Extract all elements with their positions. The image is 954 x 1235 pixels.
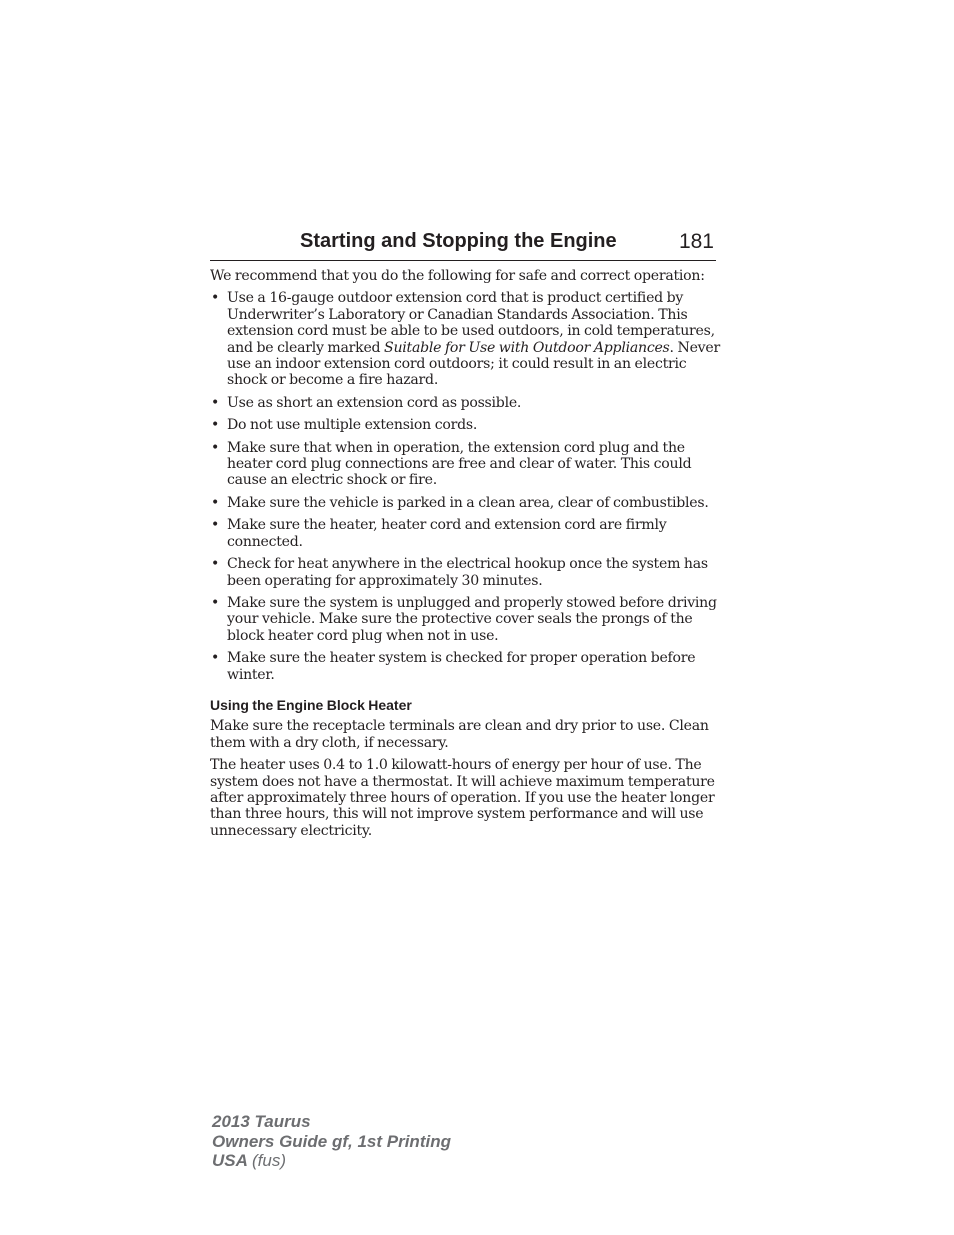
list-item-text: Make sure the heater, heater cord and extension cord are firmly connected. — [227, 517, 667, 550]
footer-model-line: 2013 Taurus — [212, 1112, 311, 1131]
bullet-icon: • — [211, 594, 220, 611]
footer-region: USA — [212, 1151, 248, 1170]
list-item-text: Check for heat anywhere in the electrical hookup once the system has been operating for approximately 30 minutes. — [227, 556, 708, 589]
list-item-text: Do not use multiple extension cords. — [227, 417, 478, 434]
footer-guide-line: Owners Guide gf, 1st Printing — [212, 1131, 451, 1151]
list-item-text: . Never use an indoor extension cord outdoors; it could result in an electric shock or become a fire hazard. — [227, 339, 720, 389]
bullet-icon: • — [211, 439, 220, 456]
footer-region-code: (fus) — [252, 1151, 286, 1170]
section-paragraph: The heater uses 0.4 to 1.0 kilowatt-hours of energy per hour of use. The system does not have a thermostat. It will achieve maximum temperature after approximately three hours of operation. If you use the heater longer than three hours, this will not improve system performance and will use unnecessary electricity. — [210, 757, 715, 839]
list-item-text: Use a 16-gauge outdoor extension cord that is product certified by Underwriter’s Laboratory or Canadian Standards Association. This extension cord must be able to be used outdoors, in cold temperatures, and be clearly marked — [227, 290, 715, 356]
bullet-icon: • — [211, 517, 220, 534]
list-item — [210, 290, 720, 388]
list-item — [210, 440, 720, 489]
page-number: 181 — [678, 230, 714, 253]
list-item-text: Make sure the system is unplugged and properly stowed before driving your vehicle. Make sure the protective cover seals the prongs of the block heater cord plug when not in use. — [227, 594, 717, 644]
page-header — [210, 229, 716, 261]
list-item-text: Use as short an extension cord as possible. — [227, 394, 522, 411]
list-item — [210, 650, 720, 683]
list-item — [210, 517, 720, 550]
list-item — [210, 417, 720, 433]
bullet-icon: • — [211, 417, 220, 434]
bullet-icon: • — [211, 394, 220, 411]
list-item — [210, 495, 720, 511]
section-heading: Using the Engine Block Heater — [210, 696, 412, 713]
page-title: Starting and Stopping the Engine — [300, 230, 617, 252]
list-item-text: Make sure the heater system is checked for proper operation before winter. — [227, 650, 696, 683]
bullet-icon: • — [211, 290, 220, 307]
document-footer — [212, 1112, 451, 1171]
footer-region-line — [212, 1151, 451, 1171]
list-item — [210, 556, 720, 589]
list-item-text: Make sure that when in operation, the extension cord plug and the heater cord plug connections are free and clear of water. This could cause an electric shock or fire. — [227, 439, 692, 489]
list-item-emphasis: Suitable for Use with Outdoor Appliances — [384, 339, 670, 356]
list-item — [210, 595, 720, 644]
intro-paragraph: We recommend that you do the following for safe and correct operation: — [210, 268, 705, 284]
bullet-icon: • — [211, 556, 220, 573]
page-content — [210, 268, 720, 845]
list-item — [210, 395, 720, 411]
bullet-icon: • — [211, 650, 220, 667]
section-paragraph: Make sure the receptacle terminals are clean and dry prior to use. Clean them with a dry cloth, if necessary. — [210, 718, 709, 751]
safety-bullet-list — [210, 290, 720, 683]
list-item-text: Make sure the vehicle is parked in a clean area, clear of combustibles. — [227, 494, 709, 511]
bullet-icon: • — [211, 494, 220, 511]
